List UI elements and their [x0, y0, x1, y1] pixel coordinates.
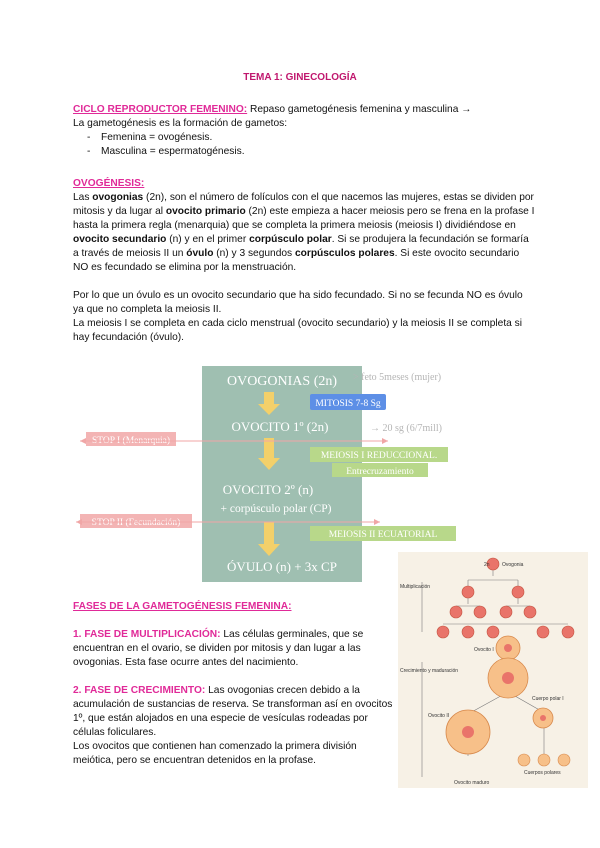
ovogenesis-section [73, 177, 535, 345]
label-meiosis1: MEIOSIS I REDUCCIONAL. [320, 451, 438, 461]
box-ovocito-1: OVOCITO 1º (2n) [231, 419, 329, 434]
ovogenesis-paragraph-3: La meiosis I se completa en cada ciclo menstrual (ovocito secundario) y la meiosis II se completa si hay fecundación (óvulo). [73, 318, 523, 343]
fase2-paragraph-2: Los ovocitos que contienen han comenzado la primera división meiótica, pero se encuentran detenidos en la profase. [73, 741, 357, 766]
label-ovocito-maduro: Ovocito maduro [454, 780, 490, 786]
label-multiplicacion: Multiplicación [400, 584, 431, 590]
ciclo-line2: La gametogénesis es la formación de gametos: [73, 118, 288, 129]
ovogenesis-paragraph-2: Por lo que un óvulo es un ovocito secundario que ha sido fecundado. Si no se fecunda NO es óvulo ya que no completa la meiosis II. [73, 290, 523, 315]
label-ovogonia: Ovogonia [502, 562, 524, 568]
ovogenesis-paragraph-1: Las ovogonias (2n), son el número de folículos con el que nacemos las mujeres, estas se dividen por mitosis y da lugar al ovocito primario (2n) este empieza a hacer meiosis pero se frena en la profase I hasta la primera regla (menarquia) que se completa la primera meiosis (meiosis I) dividiéndose en ovocito secundario (n) y en el primer corpúsculo polar. Si se produjera la fecundación se formaría a través de meiosis II un óvulo (n) y 3 segundos corpúsculos polares. Si este ovocito secundario NO es fecundado se elimina por la menstruación. [73, 192, 535, 273]
list-item: - Femenina = ovogénesis. [73, 131, 533, 145]
label-meiosis2: MEIOSIS II ECUATORIAL [328, 530, 438, 540]
label-ovocito-1: Ovocito I [474, 647, 494, 653]
gametogenesis-illustration [398, 552, 588, 788]
label-crecimiento: Crecimiento y maduración [400, 668, 459, 674]
label-cuerpos-polares: Cuerpos polares [524, 770, 561, 776]
fases-section [73, 600, 393, 768]
label-cuerpo-polar: Cuerpo polar I [532, 696, 564, 702]
box-corpusculo: + corpúsculo polar (CP) [220, 503, 332, 515]
fase1-paragraph: 1. FASE DE MULTIPLICACIÓN: Las células germinales, que se encuentran en el ovario, se dividen por mitosis y dan lugar a las ovogonias. Esta fase ocurre antes del nacimiento. [73, 629, 364, 668]
page-title: TEMA 1: GINECOLOGÍA [243, 72, 357, 83]
arrow-left-icon [76, 519, 82, 525]
label-mitosis: MITOSIS 7-8 Sg [315, 399, 381, 409]
ciclo-heading: CICLO REPRODUCTOR FEMENINO: [73, 104, 248, 115]
note-mid: → 20 sg (6/7mill) [370, 423, 442, 434]
arrow-right-icon [382, 438, 388, 444]
arrow-right-icon [374, 519, 380, 525]
label-2n: 2n [484, 562, 490, 568]
note-top: > feto 5meses (mujer) [353, 372, 442, 383]
fase2-paragraph: 2. FASE DE CRECIMIENTO: Las ovogonias crecen debido a la acumulación de sustancias de reserva. Se transforman así en ovocitos 1º, que están alojados en una especie de vesículas rodeadas por células foliculares. [73, 685, 393, 738]
box-ovocito-2: OVOCITO 2º (n) [222, 482, 314, 497]
label-stop2: STOP II (Fecundación) [91, 518, 181, 528]
ciclo-section [73, 103, 533, 159]
arrow-left-icon [80, 438, 86, 444]
list-item: - Masculina = espermatogénesis. [73, 145, 533, 159]
box-ovogonias: OVOGONIAS (2n) [226, 374, 338, 389]
label-entrecruzamiento: Entrecruzamiento [346, 467, 414, 477]
ciclo-heading-rest: Repaso gametogénesis femenina y masculina → [247, 104, 472, 115]
box-ovulo: ÓVULO (n) + 3x CP [227, 559, 337, 574]
label-ovocito-2: Ovocito II [428, 713, 450, 719]
label-stop1: STOP I (Menarquia) [91, 436, 171, 446]
ovogenesis-heading: OVOGÉNESIS: [73, 178, 145, 189]
fases-heading: FASES DE LA GAMETOGÉNESIS FEMENINA: [73, 601, 292, 612]
